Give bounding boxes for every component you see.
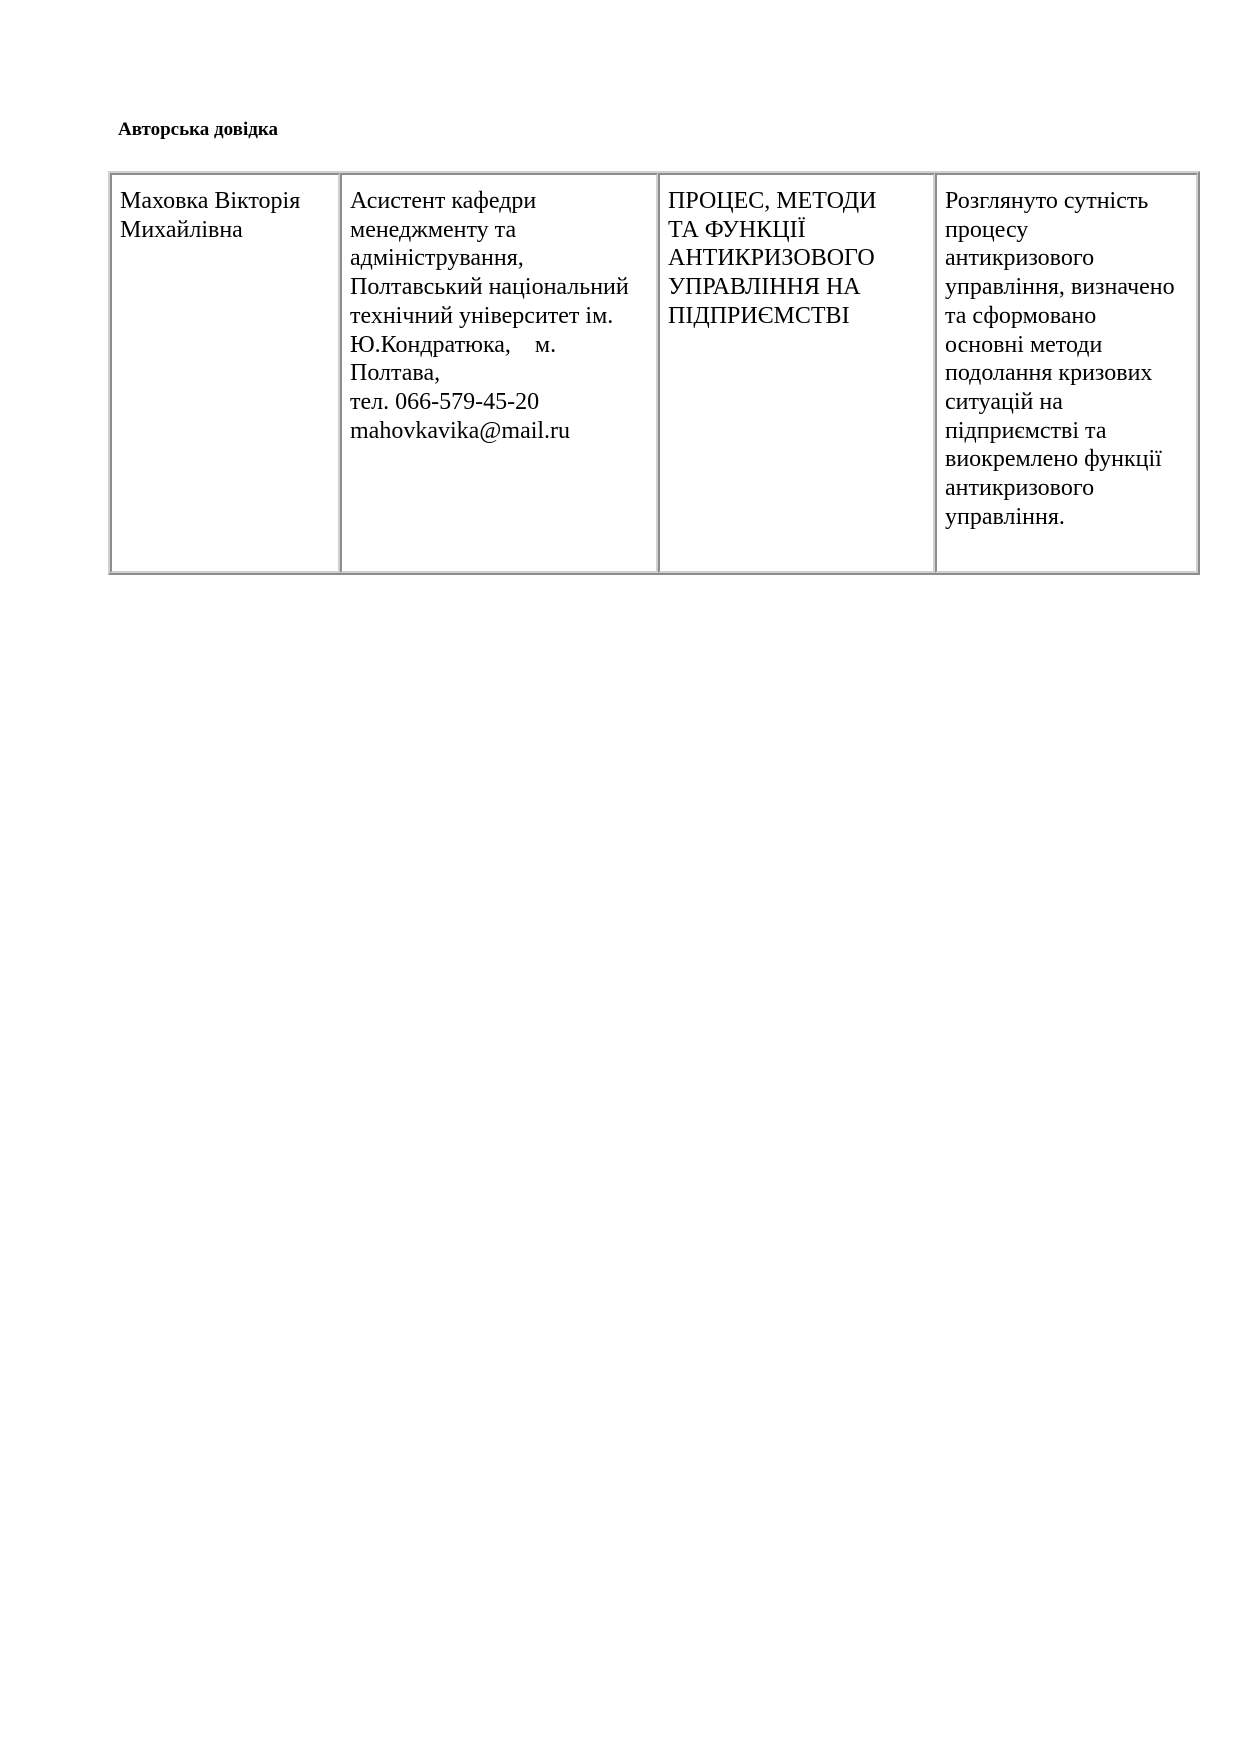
author-name-line: Маховка Вікторія <box>120 188 301 214</box>
affiliation-line: менеджменту та <box>350 216 517 243</box>
summary-line: подолання кризових <box>945 360 1153 387</box>
summary-line: основні методи <box>945 331 1103 358</box>
summary-line: ситуацій на <box>945 388 1063 415</box>
summary-cell <box>935 173 1198 573</box>
affiliation-line: технічний університет ім. <box>350 302 614 329</box>
paper-title-cell <box>658 173 935 573</box>
summary-line: виокремлено функції <box>945 446 1162 473</box>
document-title: Авторська довідка <box>118 119 278 140</box>
summary-line: антикризового <box>945 475 1095 502</box>
affiliation-line: Полтава, <box>350 360 441 387</box>
email-line: mahovkavika@mail.ru <box>350 417 571 444</box>
summary-line: підприємстві та <box>945 417 1107 444</box>
author-name-cell <box>110 173 340 573</box>
affiliation-line: Полтавський національний <box>350 274 629 301</box>
affiliation-line: адміністрування, <box>350 245 524 272</box>
summary-line: управління, визначено <box>945 274 1175 301</box>
summary-line: управління. <box>945 503 1065 530</box>
summary-line: Розглянуто сутність <box>945 188 1149 214</box>
paper-title-line: ПІДПРИЄМСТВІ <box>668 302 850 329</box>
affiliation-line: Асистент кафедри <box>350 188 537 214</box>
affiliation-cell <box>340 173 658 573</box>
author-name-line: Михайлівна <box>120 216 243 243</box>
paper-title-line: УПРАВЛІННЯ НА <box>668 274 861 301</box>
phone-line: тел. 066-579-45-20 <box>350 388 540 415</box>
paper-title-line: ТА ФУНКЦІЇ <box>668 216 806 243</box>
author-reference-table <box>108 171 1200 575</box>
summary-line: процесу <box>945 216 1029 243</box>
affiliation-line: Ю.Кондратюка, м. <box>350 331 557 358</box>
paper-title-line: АНТИКРИЗОВОГО <box>668 245 875 272</box>
summary-line: антикризового <box>945 245 1095 272</box>
summary-line: та сформовано <box>945 302 1097 329</box>
table-row <box>110 173 1198 573</box>
paper-title-line: ПРОЦЕС, МЕТОДИ <box>668 188 877 214</box>
